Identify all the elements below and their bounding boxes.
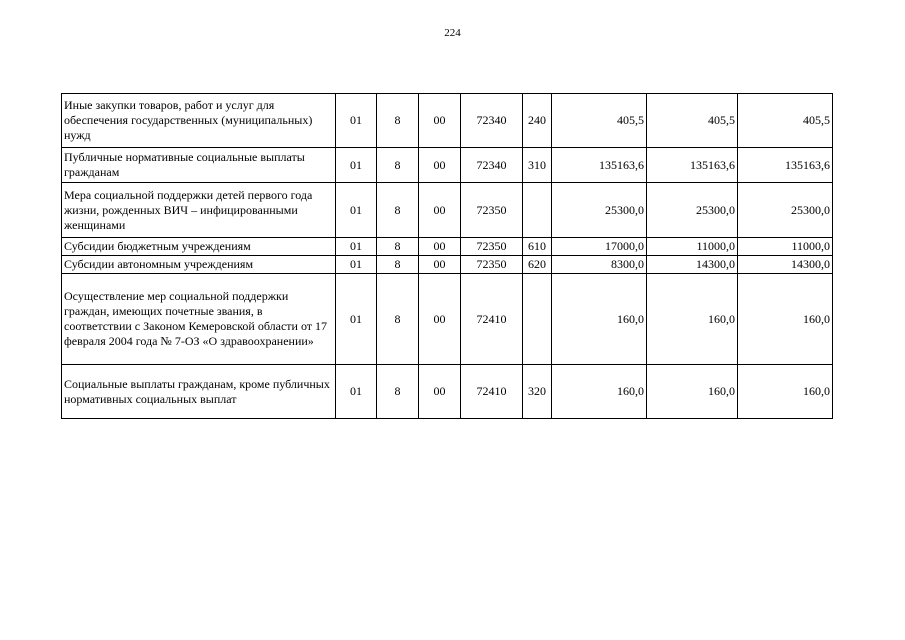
value-cell: 135163,6 <box>738 148 833 183</box>
code-cell: 00 <box>419 238 461 256</box>
code-cell: 610 <box>523 238 552 256</box>
code-cell: 72410 <box>461 365 523 419</box>
code-cell: 8 <box>377 148 419 183</box>
row-name: Осуществление мер социальной поддержки граждан, имеющих почетные звания, в соответствии с Законом Кемеровской области от 17 февраля 2004 года № 7-ОЗ «О здравоохранении» <box>62 274 336 365</box>
table-row <box>62 183 833 238</box>
value-cell: 160,0 <box>738 274 833 365</box>
code-cell: 8 <box>377 365 419 419</box>
code-cell: 00 <box>419 256 461 274</box>
value-cell: 135163,6 <box>647 148 738 183</box>
code-cell: 01 <box>336 148 377 183</box>
value-cell: 160,0 <box>552 274 647 365</box>
value-cell: 25300,0 <box>647 183 738 238</box>
code-cell: 240 <box>523 94 552 148</box>
code-cell: 72350 <box>461 256 523 274</box>
table-row <box>62 94 833 148</box>
value-cell: 11000,0 <box>738 238 833 256</box>
table-row <box>62 256 833 274</box>
row-name: Субсидии автономным учреждениям <box>62 256 336 274</box>
code-cell: 00 <box>419 148 461 183</box>
row-name: Иные закупки товаров, работ и услуг для обеспечения государственных (муниципальных) нужд <box>62 94 336 148</box>
code-cell: 72350 <box>461 238 523 256</box>
value-cell: 160,0 <box>647 274 738 365</box>
code-cell: 72340 <box>461 94 523 148</box>
code-cell: 00 <box>419 94 461 148</box>
code-cell: 8 <box>377 256 419 274</box>
code-cell: 320 <box>523 365 552 419</box>
code-cell: 01 <box>336 238 377 256</box>
code-cell: 72340 <box>461 148 523 183</box>
code-cell: 8 <box>377 238 419 256</box>
value-cell: 160,0 <box>647 365 738 419</box>
code-cell: 8 <box>377 274 419 365</box>
code-cell: 00 <box>419 365 461 419</box>
value-cell: 405,5 <box>647 94 738 148</box>
code-cell: 72410 <box>461 274 523 365</box>
value-cell: 160,0 <box>552 365 647 419</box>
table-row <box>62 148 833 183</box>
value-cell: 17000,0 <box>552 238 647 256</box>
code-cell: 01 <box>336 365 377 419</box>
row-name: Публичные нормативные социальные выплаты гражданам <box>62 148 336 183</box>
value-cell: 160,0 <box>738 365 833 419</box>
row-name: Социальные выплаты гражданам, кроме публичных нормативных социальных выплат <box>62 365 336 419</box>
code-cell: 01 <box>336 94 377 148</box>
code-cell: 72350 <box>461 183 523 238</box>
value-cell: 25300,0 <box>552 183 647 238</box>
value-cell: 11000,0 <box>647 238 738 256</box>
value-cell: 135163,6 <box>552 148 647 183</box>
row-name: Субсидии бюджетным учреждениям <box>62 238 336 256</box>
code-cell <box>523 183 552 238</box>
budget-table <box>61 93 833 419</box>
code-cell: 00 <box>419 274 461 365</box>
value-cell: 25300,0 <box>738 183 833 238</box>
code-cell: 00 <box>419 183 461 238</box>
code-cell: 310 <box>523 148 552 183</box>
code-cell <box>523 274 552 365</box>
value-cell: 14300,0 <box>738 256 833 274</box>
code-cell: 620 <box>523 256 552 274</box>
code-cell: 8 <box>377 183 419 238</box>
value-cell: 405,5 <box>738 94 833 148</box>
code-cell: 8 <box>377 94 419 148</box>
row-name: Мера социальной поддержки детей первого года жизни, рожденных ВИЧ – инфицированными женщинами <box>62 183 336 238</box>
value-cell: 14300,0 <box>647 256 738 274</box>
table-row <box>62 274 833 365</box>
code-cell: 01 <box>336 274 377 365</box>
table-row <box>62 365 833 419</box>
code-cell: 01 <box>336 256 377 274</box>
value-cell: 405,5 <box>552 94 647 148</box>
value-cell: 8300,0 <box>552 256 647 274</box>
code-cell: 01 <box>336 183 377 238</box>
table-row <box>62 238 833 256</box>
page-number: 224 <box>444 27 461 39</box>
